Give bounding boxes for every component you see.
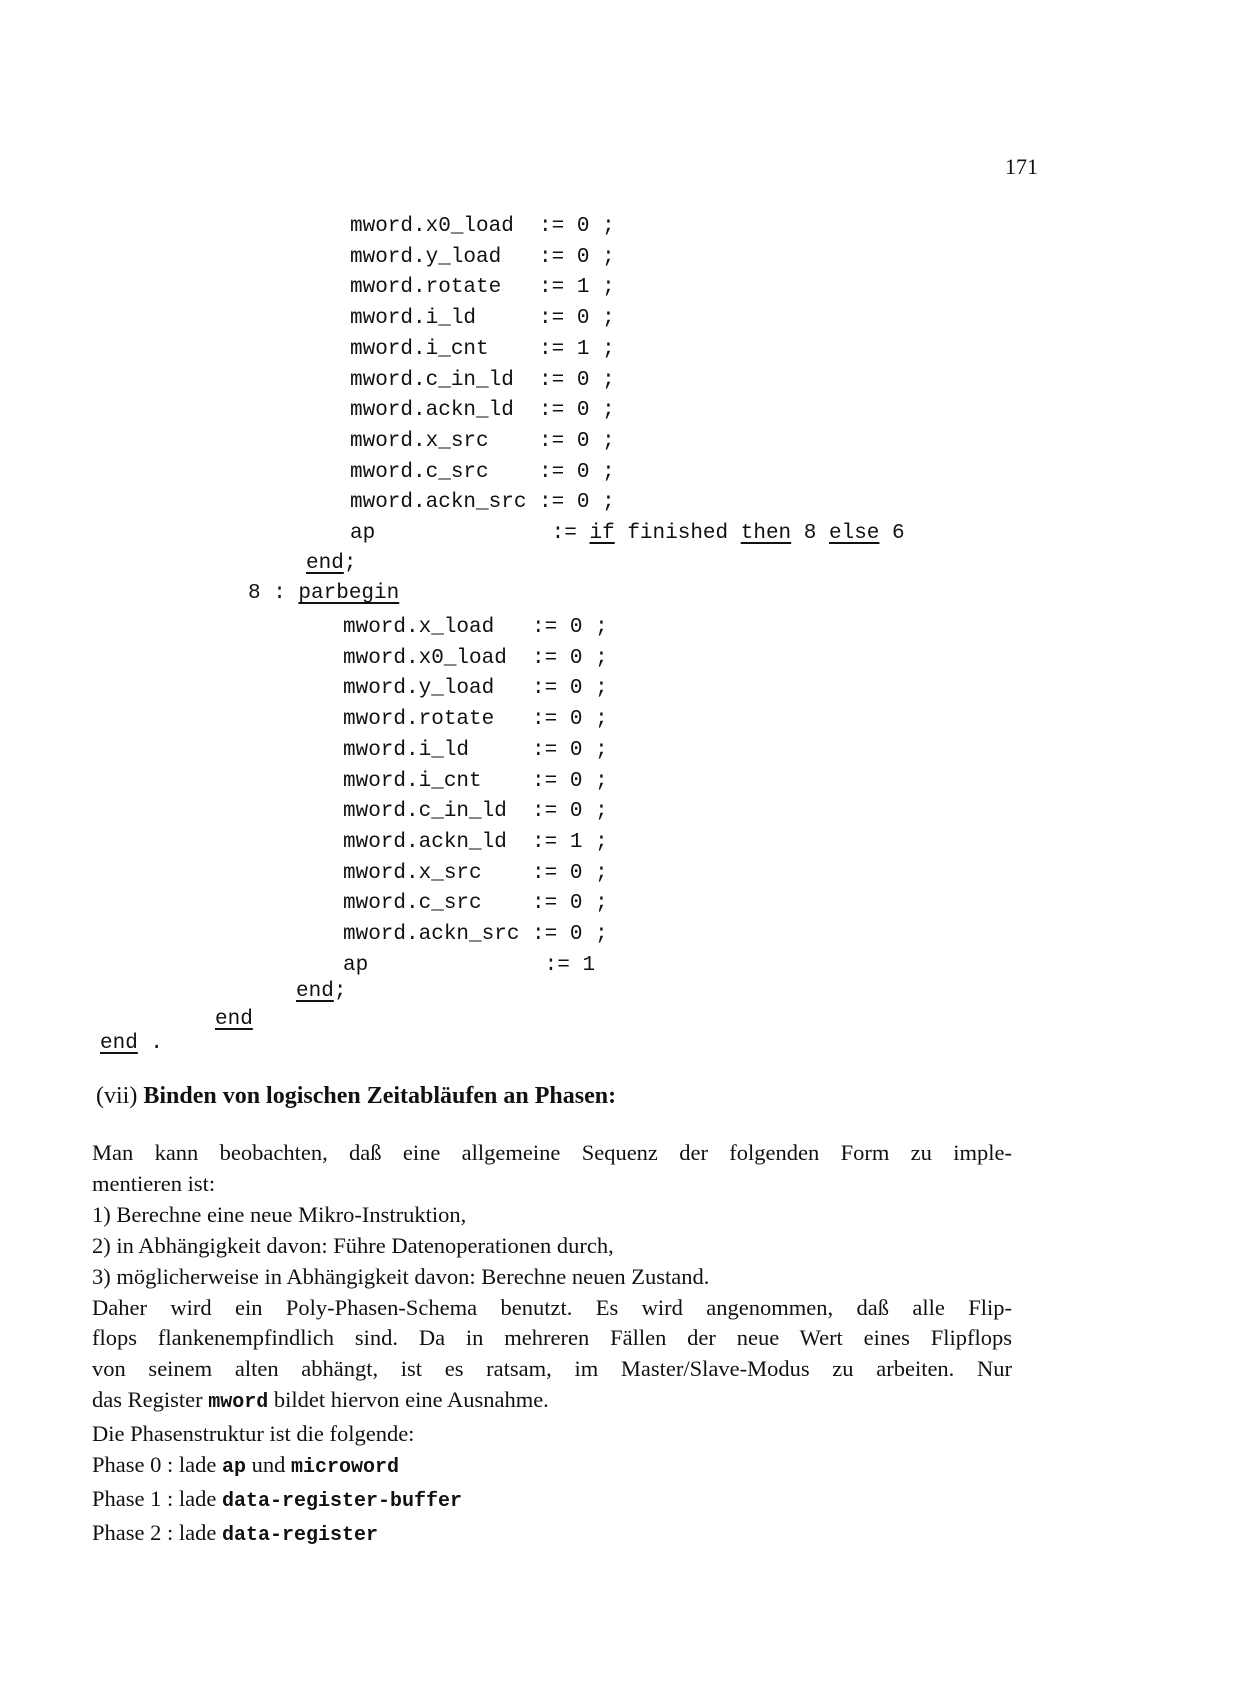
code-line: mword.ackn_src := 0 ; bbox=[343, 923, 608, 947]
paragraph-line: Daher wird ein Poly-Phasen-Schema benutzt. Es wird angenommen, daß alle Flip- bbox=[92, 1294, 1012, 1320]
phase-line: Phase 0 : lade ap und microword bbox=[92, 1452, 400, 1480]
code-line: mword.i_cnt := 0 ; bbox=[343, 769, 608, 793]
list-item: 1) Berechne eine neue Mikro-Instruktion, bbox=[92, 1201, 467, 1227]
code-block-state-8 bbox=[343, 613, 608, 981]
code-line: mword.ackn_ld := 1 ; bbox=[343, 830, 608, 854]
code-line: mword.c_in_ld := 0 ; bbox=[343, 800, 608, 824]
list-item: 2) in Abhängigkeit davon: Führe Datenoperationen durch, bbox=[92, 1232, 614, 1258]
phase-line: Phase 2 : lade data-register bbox=[92, 1519, 379, 1547]
code-line-ap: ap := 1 bbox=[343, 953, 596, 977]
code-line: mword.c_in_ld := 0 ; bbox=[350, 368, 615, 392]
end-statement-final: end . bbox=[100, 1032, 164, 1055]
code-line: mword.rotate := 0 ; bbox=[343, 708, 608, 732]
code-line: mword.x_src := 0 ; bbox=[343, 861, 608, 885]
list-item: 3) möglicherweise in Abhängigkeit davon: Berechne neuen Zustand. bbox=[92, 1263, 710, 1289]
paragraph-line: das Register mword bildet hiervon eine Ausnahme. bbox=[92, 1387, 549, 1415]
end-statement: end bbox=[215, 1008, 253, 1031]
code-line-ap: ap := if finished then 8 else 6 bbox=[350, 522, 905, 546]
paragraph-line: mentieren ist: bbox=[92, 1170, 216, 1196]
paragraph-line: von seinem alten abhängt, ist es ratsam, im Master/Slave-Modus zu arbeiten. Nur bbox=[92, 1356, 1012, 1382]
end-statement: end; bbox=[296, 980, 347, 1003]
code-line: mword.c_src := 0 ; bbox=[343, 892, 608, 916]
code-line: mword.rotate := 1 ; bbox=[350, 276, 615, 300]
state-8-header: 8 : parbegin bbox=[248, 582, 400, 605]
code-line: mword.i_ld := 0 ; bbox=[350, 307, 615, 331]
paragraph-line: Man kann beobachten, daß eine allgemeine Sequenz der folgenden Form zu imple- bbox=[92, 1140, 1012, 1165]
code-line: mword.x_load := 0 ; bbox=[343, 616, 608, 639]
end-statement: end; bbox=[306, 552, 357, 575]
code-line: mword.i_cnt := 1 ; bbox=[350, 337, 615, 361]
phase-line: Phase 1 : lade data-register-buffer bbox=[92, 1485, 463, 1513]
code-line: mword.ackn_ld := 0 ; bbox=[350, 399, 615, 423]
code-line: mword.i_ld := 0 ; bbox=[343, 738, 608, 762]
code-block-state-7 bbox=[350, 212, 905, 550]
body-text bbox=[92, 1138, 1012, 1552]
paragraph-line: flops flankenempfindlich sind. Da in mehreren Fällen der neue Wert eines Flipflops bbox=[92, 1325, 1012, 1351]
code-line: mword.x0_load := 0 ; bbox=[350, 215, 615, 238]
code-line: mword.x0_load := 0 ; bbox=[343, 646, 608, 670]
code-line: mword.y_load := 0 ; bbox=[343, 677, 608, 701]
code-line: mword.c_src := 0 ; bbox=[350, 460, 615, 484]
phase-intro: Die Phasenstruktur ist die folgende: bbox=[92, 1421, 415, 1447]
page-number: 171 bbox=[1005, 154, 1038, 179]
section-heading: (vii) Binden von logischen Zeitabläufen an Phasen: bbox=[96, 1083, 617, 1109]
code-line: mword.x_src := 0 ; bbox=[350, 429, 615, 453]
code-line: mword.ackn_src := 0 ; bbox=[350, 491, 615, 515]
code-line: mword.y_load := 0 ; bbox=[350, 245, 615, 269]
